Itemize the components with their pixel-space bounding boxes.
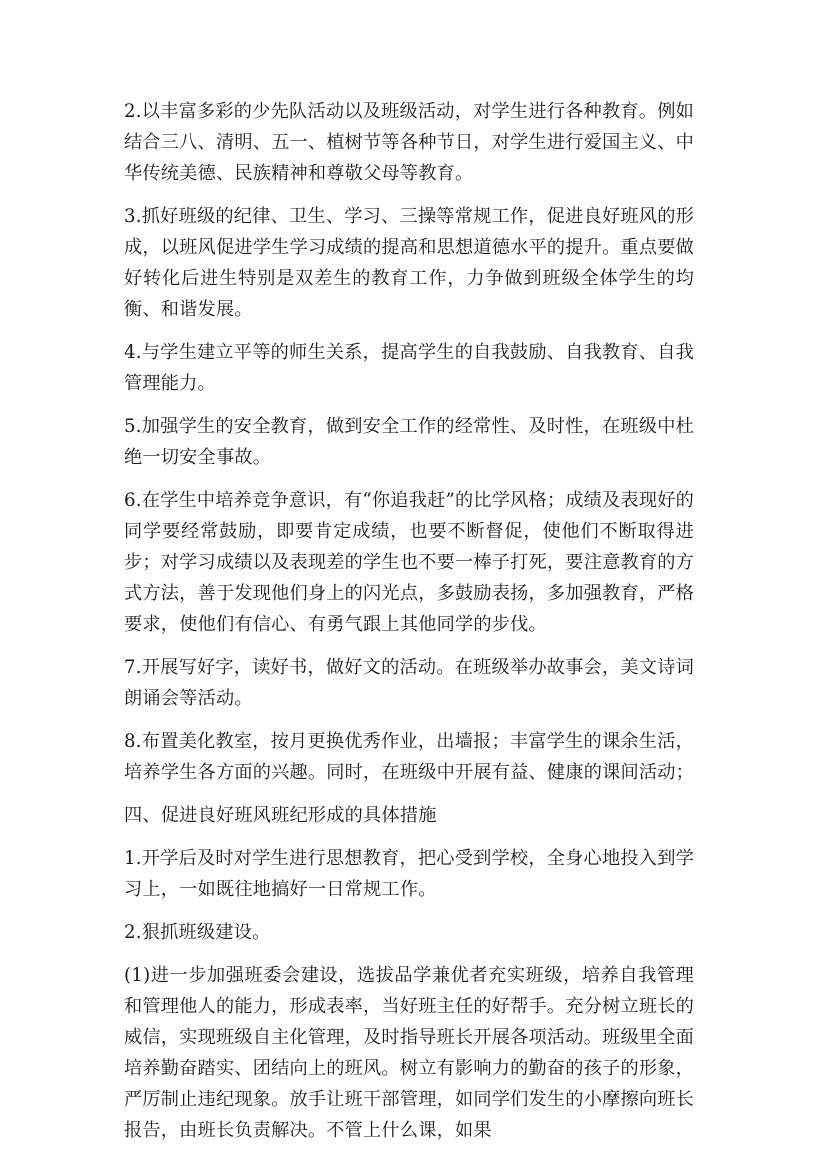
paragraph-class-committee: (1)进一步加强班委会建设，选拔品学兼优者充实班级，培养自我管理和管理他人的能力，形成表率，当好班主任的好帮手。充分树立班长的威信，实现班级自主化管理，及时指导班长开展各项活动。班级里全面培养勤奋踏实、团结向上的班风。树立有影响力的勤奋的孩子的形象，严厉制止违纪现象。放手让班干部管理，如同学们发生的小摩擦向班长报告，由班长负责解决。不管上什么课，如果 [124, 965, 695, 1141]
section-heading-measures: 四、促进良好班风班纪形成的具体措施 [124, 805, 437, 826]
paragraph-routine-work: 3.抓好班级的纪律、卫生、学习、三操等常规工作，促进良好班风的形成，以班风促进学生学习成绩的提高和思想道德水平的提升。重点要做好转化后进生特别是双差生的教育工作，力争做到班级全体学生的均衡、和谐发展。 [124, 206, 695, 320]
paragraph-safety-education: 5.加强学生的安全教育，做到安全工作的经常性、及时性，在班级中杜绝一切安全事故。 [124, 416, 694, 468]
paragraph-classroom-decoration: 8.布置美化教室，按月更换优秀作业，出墙报；丰富学生的课余生活，培养学生各方面的兴趣。同时，在班级中开展有益、健康的课间活动； [124, 731, 695, 783]
paragraph-writing-reading-activities: 7.开展写好字，读好书，做好文的活动。在班级举办故事会，美文诗词朗诵会等活动。 [124, 657, 694, 709]
paragraph-competition-awareness: 6.在学生中培养竞争意识，有“你追我赶”的比学风格；成绩及表现好的同学要经常鼓励，即要肯定成绩，也要不断督促，使他们不断取得进步；对学习成绩以及表现差的学生也不要一棒子打死，要注意教育的方式方法，善于发现他们身上的闪光点，多鼓励表扬，多加强教育，严格要求，使他们有信心、有勇气跟上其他同学的步伐。 [124, 490, 695, 635]
paragraph-ideological-education: 1.开学后及时对学生进行思想教育，把心受到学校，全身心地投入到学习上，一如既往地搞好一日常规工作。 [124, 848, 694, 900]
paragraph-activities-education: 2.以丰富多彩的少先队活动以及班级活动，对学生进行各种教育。例如结合三八、清明、五一、植树节等各种节日，对学生进行爱国主义、中华传统美德、民族精神和尊敬父母等教育。 [124, 101, 695, 184]
document-body [124, 96, 694, 1158]
paragraph-class-building: 2.狠抓班级建设。 [124, 922, 271, 943]
paragraph-teacher-student-relation: 4.与学生建立平等的师生关系，提高学生的自我鼓励、自我教育、自我管理能力。 [124, 342, 694, 394]
